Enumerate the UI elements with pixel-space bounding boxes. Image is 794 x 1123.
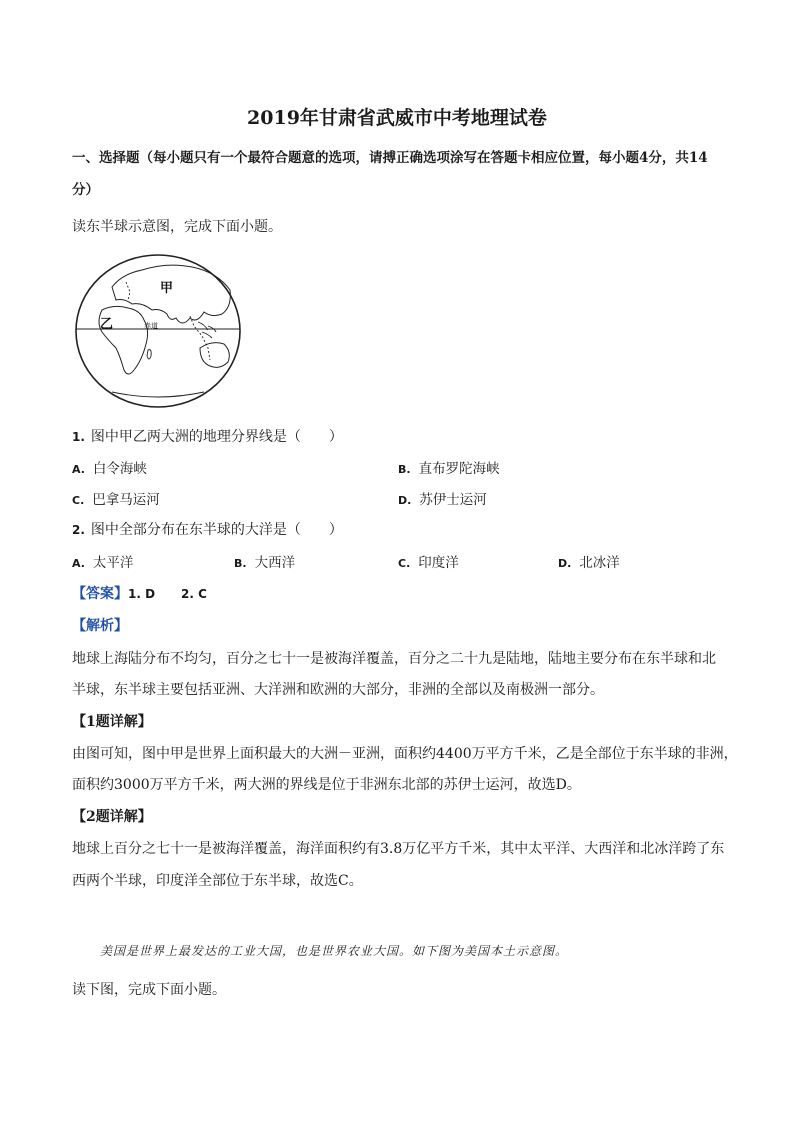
question-2-stem: 图中全部分布在东半球的大洋是（ ） — [90, 522, 343, 538]
detail-2-line2: 西两个半球，印度洋全部位于东半球，故选C。 — [72, 873, 363, 889]
page-title: 2019年甘肃省武威市中考地理试卷 — [247, 107, 547, 129]
section-heading-line2: 分） — [72, 182, 99, 198]
answer-1: 1. D — [128, 587, 156, 601]
label-yi: 乙 — [100, 317, 114, 332]
question-1-number: 1. — [72, 430, 85, 444]
madagascar-outline — [147, 350, 151, 359]
australia-outline — [200, 343, 229, 368]
detail-2-line1: 地球上百分之七十一是被海洋覆盖，海洋面积约有3.8万亿平方千米，其中太平洋、大西洋和北冰洋跨了东 — [72, 841, 725, 857]
question-1 — [72, 426, 343, 446]
eastern-hemisphere-map — [72, 252, 244, 412]
detail-1-line2: 面积约3000万平方千米，两大洲的界线是位于非洲东北部的苏伊士运河，故选D。 — [72, 777, 581, 793]
detail-1-label: 【1题详解】 — [72, 714, 152, 730]
answer-2: 2. C — [181, 587, 207, 601]
analysis-label: 【解析】 — [72, 618, 128, 634]
q1-option-d: D. 苏伊士运河 — [398, 492, 487, 508]
q1-option-c: C. 巴拿马运河 — [72, 492, 160, 508]
analysis-line2: 半球，东半球主要包括亚洲、大洋洲和欧洲的大部分，非洲的全部以及南极洲一部分。 — [72, 682, 604, 698]
q2-option-b: B. 大西洋 — [234, 555, 296, 571]
intro-text: 读东半球示意图，完成下面小题。 — [72, 219, 282, 235]
detail-2-label: 【2题详解】 — [72, 809, 152, 825]
answer-line — [72, 583, 207, 603]
intro-text-2: 读下图，完成下面小题。 — [72, 982, 226, 998]
antarctica-outline — [112, 392, 204, 397]
usa-note: 美国是世界上最发达的工业大国，也是世界农业大国。如下图为美国本土示意图。 — [100, 944, 569, 958]
question-1-stem: 图中甲乙两大洲的地理分界线是（ ） — [90, 429, 343, 445]
detail-1-line1: 由图可知，图中甲是世界上面积最大的大洲－亚洲，面积约4400万平方千米，乙是全部位于东半球的非洲， — [72, 746, 738, 762]
question-2-number: 2. — [72, 523, 85, 537]
section-heading-line1: 一、选择题（每小题只有一个最符合题意的选项，请搏正确选项涂写在答题卡相应位置，每小题4分，共14 — [72, 150, 708, 166]
q2-option-d: D. 北冰洋 — [558, 555, 620, 571]
q2-option-a: A. 太平洋 — [72, 555, 134, 571]
label-jia: 甲 — [160, 281, 174, 296]
q2-option-c: C. 印度洋 — [398, 555, 459, 571]
analysis-line1: 地球上海陆分布不均匀，百分之七十一是被海洋覆盖，百分之二十九是陆地，陆地主要分布在东半球和北 — [72, 651, 716, 667]
q1-option-b: B. 直布罗陀海峡 — [398, 461, 500, 477]
q1-option-a: A. 白令海峡 — [72, 461, 147, 477]
label-equator: 赤道 — [144, 322, 158, 330]
islands-outline — [198, 322, 216, 338]
answer-label: 【答案】 — [72, 586, 128, 602]
question-2 — [72, 519, 343, 539]
